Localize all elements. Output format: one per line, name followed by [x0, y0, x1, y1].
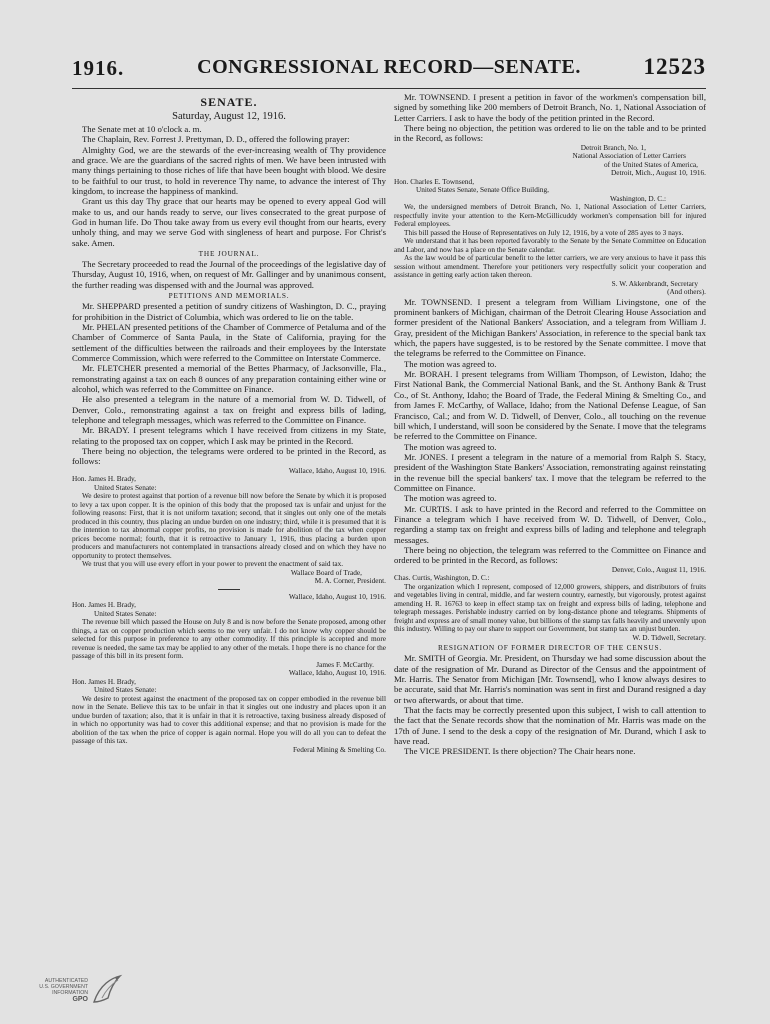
telegram-place: Wallace, Idaho, August 10, 1916.: [288, 591, 386, 601]
petition-addressee-line: United States Senate, Senate Office Building,: [416, 185, 550, 195]
page-header: [72, 52, 706, 86]
header-year: 1916.: [72, 56, 125, 80]
telegram-signature: M. A. Corner, President.: [314, 576, 386, 586]
petition-body: As the law would be of particular benefit to the letter carriers, we are very anxious to have it pass this session without amendment. Therefore your petitioners very respectfully solicit your cooperation and assistance in getting early action taken thereon.: [394, 253, 706, 280]
petition-date: Detroit, Mich., August 10, 1916.: [610, 168, 706, 178]
telegram-signature: W. D. Tidwell, Secretary.: [632, 632, 706, 642]
telegram-signature: Wallace Board of Trade,: [290, 567, 362, 577]
petition-body: This bill passed the House of Representatives on July 12, 1916, by a vote of 285 ayes to 3 nays.: [404, 227, 684, 237]
petition-signature: (And others).: [667, 287, 706, 297]
paragraph: Mr. CURTIS. I ask to have printed in the Record and referred to the Committee on Finance a telegram which I have received from W. D. Tidwell, of Denver, Colo., regarding a stamp tax on freight and express bills of lading and telephone and telegraph messages.: [394, 503, 706, 545]
telegram-addressee: Hon. James H. Brady,: [72, 600, 136, 610]
telegram-body: We desire to protest against the enactment of the proposed tax on copper embodied in the revenue bill now in the Senate. Believe this tax to be unfair in that it singles out one industry and places upon it an undue burden of taxation; also, that it is unfair in that it is retroactive, taxing business already disposed of in which no opportunity was had to cover this additional expense; and that no provision is made for the abolition of the tax when the price of copper is again normal. Hope you will do all you can to defeat the passage of this tax.: [72, 693, 386, 746]
petitions-heading: PETITIONS AND MEMORIALS.: [168, 291, 290, 301]
paragraph: There being no objection, the telegrams were ordered to be printed in the Record, as follows:: [72, 445, 386, 467]
left-column: [72, 92, 386, 972]
gpo-line: INFORMATION: [52, 990, 88, 997]
petition-heading: National Association of Letter Carriers: [572, 151, 686, 161]
letter-carriers-petition: [394, 144, 706, 297]
telegram-addressee: Hon. James H. Brady,: [72, 474, 136, 484]
paragraph: That the facts may be correctly presented upon this subject, I wish to call attention to the fact that the Senate records show that the nomination of Mr. Harris was made on the 17th of June. I send to the desk a copy of the resignation of Mr. Durand, which I ask to have read.: [394, 704, 706, 746]
header-title: CONGRESSIONAL RECORD—SENATE.: [197, 56, 581, 78]
petition-signature: S. W. Akkenbrandt, Secretary: [611, 278, 698, 288]
gpo-line: GPO: [72, 995, 88, 1003]
paragraph: The motion was agreed to.: [404, 493, 497, 504]
telegram-body: We trust that you will use every effort in your power to prevent the enactment of said tax.: [82, 559, 344, 569]
paragraph: The motion was agreed to.: [404, 358, 497, 369]
telegram-place: Wallace, Idaho, August 10, 1916.: [288, 668, 386, 678]
telegram-place: Denver, Colo., August 11, 1916.: [611, 564, 706, 574]
right-column: [394, 92, 706, 972]
paragraph: Mr. PHELAN presented petitions of the Chamber of Commerce of Petaluma and of the Chamber of Commerce of Santa Paula, in the State of California, praying for the settlement of the difficulties between the railroads and their employees by the Interstate Commerce Commission, which were referred to the Committee on Interstate Commerce.: [72, 321, 386, 363]
paragraph: Mr. SMITH of Georgia. Mr. President, on Thursday we had some discussion about the date of the resignation of Mr. Durand as Director of the Census and the appointment of Mr. Harris. The Senator from Michigan [Mr. Townsend], who I know always desires to be accurate, said that Mr. Harris's nomination was sent in first and Durand resigned a day or two afterwards, or about that time.: [394, 653, 706, 705]
journal-heading: THE JOURNAL.: [198, 249, 260, 259]
senate-heading: SENATE.: [200, 95, 258, 109]
telegram-signature: James F. McCarthy.: [316, 659, 374, 669]
eagle-seal-icon: [90, 972, 124, 1012]
section-divider: [218, 589, 240, 590]
header-page-number: 12523: [643, 54, 706, 79]
resignation-heading: RESIGNATION OF FORMER DIRECTOR OF THE CENSUS.: [437, 643, 663, 653]
session-date: Saturday, August 12, 1916.: [172, 111, 286, 122]
telegram-addressee-line: United States Senate:: [94, 685, 157, 695]
paragraph: Mr. BRADY. I present telegrams which I have received from citizens in my State, relating to the proposed tax on copper, which I ask may be printed in the Record.: [72, 425, 386, 446]
paragraph: The VICE PRESIDENT. Is there objection? The Chair hears none.: [404, 746, 636, 757]
prayer-paragraph: Grant us this day Thy grace that our hearts may be opened to every appeal God will make to us, and our hands ready to serve, our lives consecrated to the great purpose of God in human life. Do Thou take away from us every evil thought from our hearts, every unholy thing, and may we serve God with singleness of heart and purpose. For Christ's sake. Amen.: [72, 196, 386, 248]
tidwell-telegram: [394, 566, 706, 643]
gpo-line: AUTHENTICATED: [44, 978, 88, 984]
paragraph: He also presented a telegram in the nature of a memorial from W. D. Tidwell, of Denver, Colo., remonstrating against a tax on freight and express bills of lading, telephone and telegraph messages, which was referred to the Committee on Finance.: [72, 394, 386, 425]
paragraph: Mr. FLETCHER presented a memorial of the Bettes Pharmacy, of Jacksonville, Fla., remonstrating against a tax on each 8 ounces of any preparation containing either wine or alcohol, which was referred to the Committee on Finance.: [72, 363, 386, 394]
telegram-2: [72, 593, 386, 678]
telegram-addressee: Chas. Curtis, Washington, D. C.:: [394, 573, 490, 583]
paragraph: Mr. JONES. I present a telegram in the nature of a memorial from Ralph S. Stacy, president of the Washington State Bankers' Association, remonstrating against reinstating in the revenue bill the special bankers' tax. I move that the telegram be referred to the Committee on Finance.: [394, 451, 706, 493]
paragraph: Mr. TOWNSEND. I present a petition in favor of the workmen's compensation bill, signed by something like 200 members of Detroit Branch, No. 1, National Association of Letter Carriers. I ask to have the body of the petition printed in the Record.: [394, 92, 706, 123]
telegram-addressee-line: United States Senate:: [94, 482, 157, 492]
telegram-body: The revenue bill which passed the House on July 8 and is now before the Senate proposed, among other things, a tax on copper production which seems to me very unfair. I do not know why copper should be selected for this purpose in preference to any other commodity. If this principle is accepted and more revenue is needed, the same tax may be applied to any other of the metals. I hope there is no chance for the passage of this bill in its present form.: [72, 617, 386, 661]
petition-body: We understand that it has been reported favorably to the Senate by the Senate Committee on Education and Labor, and now has a place on the Senate calendar.: [394, 236, 706, 254]
paragraph: Mr. BORAH. I present telegrams from William Thompson, of Lewiston, Idaho; the First National Bank, the Commercial National Bank, and the St. Anthony Bank & Trust Co., of St. Anthony, Idaho; the Board of Trade, the Federal Mining & Smelting Co., and from James F. McCarthy, of Wallace, Idaho; from the National Defense League, of San Francisco, Cal.; and from W. D. Tidwell, of Denver, Colo., all touching on the revenue bill which, I understand, will soon be considered by the Senate. I move that the telegrams be referred to the Committee on Finance.: [394, 369, 706, 442]
telegram-signature: Federal Mining & Smelting Co.: [292, 744, 386, 754]
telegram-body: The organization which I represent, composed of 12,000 growers, shippers, and distributors of fruits and vegetables living in central, middle, and far western country, earnestly, but vigorously, protest against amending H. R. 16763 to keep in effect stamp tax on freight and express bills of lading, telephone and telegraph messages. Perishable industry carried on by long-distance phone and telegrams. Shipments of freight and express are of small money value, but billions of the stamp tax falls heavily and unevenly upon this industry. Willing to pay our share to support our Government, but stamp tax an unjust burden.: [394, 581, 706, 634]
petition-body: We, the undersigned members of Detroit Branch, No. 1, National Association of Letter Carriers, respectfully invite your attention to the Kern-McGillicuddy workmen's compensation bill for injured Federal employees.: [394, 202, 706, 229]
gpo-line: U.S. GOVERNMENT: [39, 984, 88, 991]
paragraph: The motion was agreed to.: [404, 441, 497, 452]
petition-heading: of the United States of America,: [603, 159, 698, 169]
paragraph: There being no objection, the telegram was referred to the Committee on Finance and ordered to be printed in the Record, as follows:: [394, 544, 706, 566]
petition-addressee: Hon. Charles E. Townsend,: [394, 176, 475, 186]
telegram-addressee-line: United States Senate:: [94, 608, 157, 618]
paragraph: Mr. TOWNSEND. I present a telegram from William Livingstone, one of the prominent bankers of Michigan, chairman of the Detroit Clearing House Association and former president of the National Bankers' Association, and a telegram from William J. Gray, president of the Michigan Bankers' Association, in reference to the special bank tax which, the papers have suggested, is to be restored by the Senate committee. I move that the telegrams be referred to the Committee on Finance.: [394, 296, 706, 359]
header-rule: [72, 88, 706, 89]
petition-addressee-line: Washington, D. C.:: [610, 193, 666, 203]
telegram-3: [72, 678, 386, 755]
telegram-addressee: Hon. James H. Brady,: [72, 676, 136, 686]
gpo-authentication-badge: [18, 972, 128, 1012]
telegram-place: Wallace, Idaho, August 10, 1916.: [288, 465, 386, 475]
telegram-body: We desire to protest against that portion of a revenue bill now before the Senate by which it is proposed to levy a tax upon copper. It is the opinion of this body that the proposed tax is unfair and unjust for the following reasons: First, that it is not uniform taxation; second, that it singles out only one of the metals produced in this country, thus placing an undue burden on one industry; third, while it is presumed that it is the intention to tax abnormal copper profits, no provision is made for abolition of the tax when copper prices become normal; fourth, that it is retroactive to January 1, 1916, thus placing a burden upon producers and manufacturers not contemplated in transactions already closed and on which they have no opportunity to protect themselves.: [72, 491, 386, 560]
gpo-badge-text: [18, 978, 88, 1003]
petition-heading: Detroit Branch, No. 1,: [580, 142, 646, 152]
paragraph: The Secretary proceeded to read the Journal of the proceedings of the legislative day of Thursday, August 10, 1916, when, on request of Mr. Gallinger and by unanimous consent, the further reading was dispensed with and the Journal was approved.: [72, 259, 386, 290]
paragraph: The Chaplain, Rev. Forrest J. Prettyman, D. D., offered the following prayer:: [82, 134, 350, 145]
paragraph: The Senate met at 10 o'clock a. m.: [82, 124, 202, 134]
telegram-1: [72, 467, 386, 586]
paragraph: There being no objection, the petition was ordered to lie on the table and to be printed in the Record, as follows:: [394, 123, 706, 144]
prayer-paragraph: Almighty God, we are the stewards of the ever-increasing wealth of Thy providence and grace. We are the guardians of the sacred rights of men. We have been intrusted with many things pertaining to those riches of life that have been bought with blood. We desire to be faithful to our trust, to hold in reverence Thy name, to advance the interest of Thy kingdom, to increase the happiness of mankind.: [72, 144, 386, 197]
paragraph: Mr. SHEPPARD presented a petition of sundry citizens of Washington, D. C., praying for prohibition in the District of Columbia, which was ordered to lie on the table.: [72, 301, 386, 322]
